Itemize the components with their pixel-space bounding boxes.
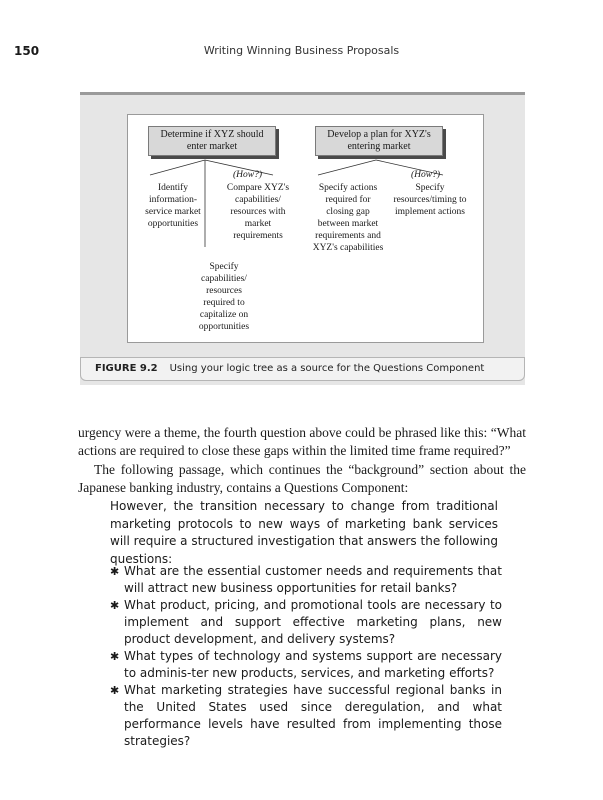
asterisk-bullet-icon: ✱ (110, 599, 120, 612)
question-item: ✱ What are the essential customer needs and requirements that will attract new business opportunities for retail banks? (110, 564, 502, 595)
question-item: ✱ What types of technology and systems support are necessary to adminis-ter new products, services, and marketing efforts? (110, 649, 502, 680)
logic-tree-diagram (127, 114, 484, 343)
question-item: ✱ What product, pricing, and promotional tools are necessary to implement and support effective marketing plans, new product development, and delivery systems? (110, 598, 502, 646)
page-number: 150 (14, 44, 40, 58)
body-paragraph-2: The following passage, which continues the “background” section about the Japanese banking industry, contains a Questions Component: (78, 462, 526, 495)
root-box-develop-plan: Develop a plan for XYZ's entering market (315, 126, 443, 156)
how-label-right: (How?) (411, 170, 441, 180)
asterisk-bullet-icon: ✱ (110, 565, 120, 578)
figure-caption (95, 363, 484, 374)
connector-left-1 (150, 160, 205, 175)
leaf-compare-capabilities: Compare XYZ's capabilities/ resources with market requirements (226, 183, 290, 241)
question-list (110, 563, 502, 750)
leaf-specify-resources-timing: Specify resources/timing to implement actions (393, 183, 467, 217)
connector-right-1 (318, 160, 376, 175)
leaf-specify-actions: Specify actions required for closing gap between market requirements and XYZ's capabilities (312, 183, 384, 253)
running-header: Writing Winning Business Proposals (203, 44, 400, 57)
asterisk-bullet-icon: ✱ (110, 684, 120, 697)
quote-intro: However, the transition necessary to change from traditional marketing protocols to new ways of marketing bank services will require a structured investigation that answers the following questions: (110, 499, 498, 566)
figure-label: FIGURE 9.2 (95, 363, 158, 374)
how-label-left: (How?) (233, 170, 263, 180)
question-item: ✱ What marketing strategies have successful regional banks in the United States used since deregulation, and what performance levels have resulted from implementing those strategies? (110, 683, 502, 748)
figure-caption-text: Using your logic tree as a source for the Questions Component (169, 363, 485, 374)
asterisk-bullet-icon: ✱ (110, 650, 120, 663)
root-box-enter-market: Determine if XYZ should enter market (148, 126, 276, 156)
leaf-specify-capabilities: Specify capabilities/ resources required to capitalize on opportunities (198, 262, 250, 332)
leaf-identify-opportunities: Identify information-service market opportunities (145, 183, 201, 229)
body-paragraph-1: urgency were a theme, the fourth question above could be phrased like this: “What actions are required to close these gaps within the limited time frame required?” (78, 425, 526, 458)
